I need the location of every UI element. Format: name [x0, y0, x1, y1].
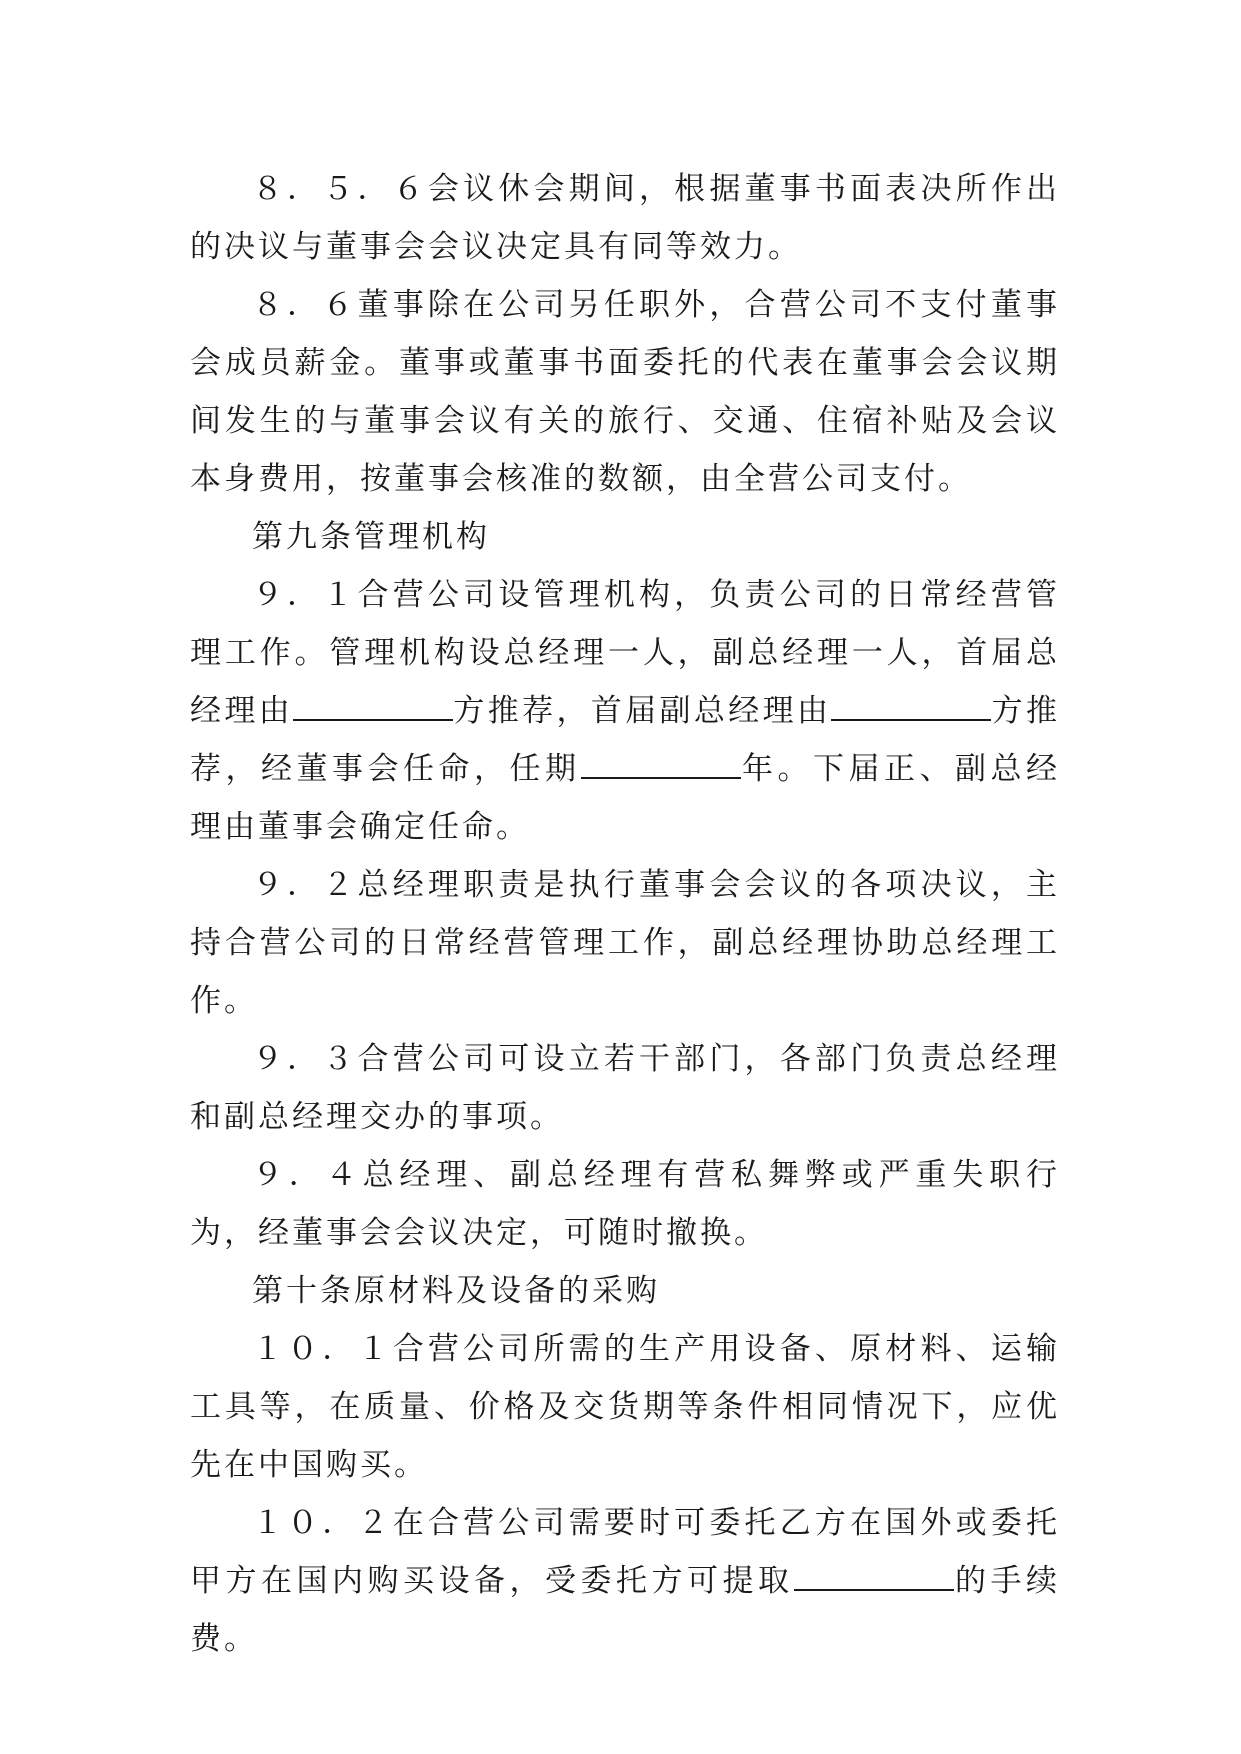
- paragraph-9-1-text-c: 方推荐，经董事会任命，任期: [190, 693, 1061, 787]
- paragraph-10-2: [190, 1494, 1060, 1668]
- blank-line: [293, 689, 453, 721]
- paragraph-9-1-text-b: 方推荐，首届副总经理由: [453, 693, 832, 729]
- paragraph-9-2: ９．２总经理职责是执行董事会会议的各项决议，主持合营公司的日常经营管理工作，副总经理协助总经理工作。: [190, 867, 1060, 1019]
- paragraph-8-6: ８．６董事除在公司另任职外，合营公司不支付董事会成员薪金。董事或董事书面委托的代表在董事会会议期间发生的与董事会议有关的旅行、交通、住宿补贴及会议本身费用，按董事会核准的数额，由全营公司支付。: [190, 287, 1060, 497]
- heading-article-10: 第十条原材料及设备的采购: [252, 1273, 660, 1309]
- paragraph-8-5-6: ８．５．６会议休会期间，根据董事书面表决所作出的决议与董事会会议决定具有同等效力。: [190, 171, 1060, 265]
- blank-line: [831, 689, 991, 721]
- paragraph-10-1: １０．１合营公司所需的生产用设备、原材料、运输工具等，在质量、价格及交货期等条件相同情况下，应优先在中国购买。: [190, 1331, 1060, 1483]
- paragraph-9-1-text-a: ９．１合营公司设管理机构，负责公司的日常经营管理工作。管理机构设总经理一人，副总经理一人，首届总经理由: [190, 577, 1060, 729]
- paragraph-10-2-text-a: １０．２在合营公司需要时可委托乙方在国外或委托甲方在国内购买设备，受委托方可提取: [190, 1505, 1060, 1599]
- blank-line: [794, 1559, 954, 1591]
- blank-line: [581, 747, 741, 779]
- document-body: [190, 160, 1060, 1668]
- heading-article-9: 第九条管理机构: [252, 519, 490, 555]
- paragraph-9-4: ９．４总经理、副总经理有营私舞弊或严重失职行为，经董事会会议决定，可随时撤换。: [190, 1157, 1060, 1251]
- paragraph-9-3: ９．３合营公司可设立若干部门，各部门负责总经理和副总经理交办的事项。: [190, 1041, 1060, 1135]
- paragraph-9-1: [190, 566, 1060, 856]
- paragraph-10-2-text-b: 的手续费。: [190, 1563, 1060, 1657]
- paragraph-9-1-text-d: 年。下届正、副总经理由董事会确定任命。: [190, 751, 1060, 845]
